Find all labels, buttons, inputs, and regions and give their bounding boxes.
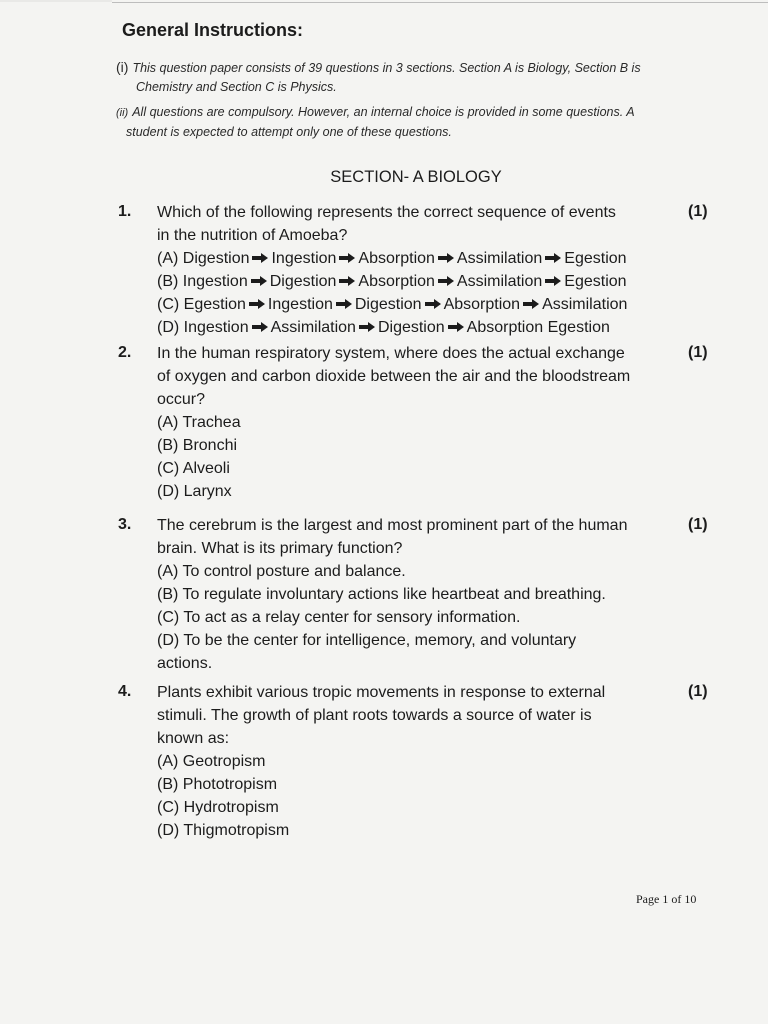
sequence-step: Assimilation: [542, 296, 628, 313]
question-body: [157, 342, 662, 503]
question-number: 4.: [118, 683, 132, 700]
page-top-shadow: [0, 0, 112, 2]
arrow-right-icon: [251, 321, 269, 333]
option-a: [157, 247, 662, 270]
instruction-item-2: [116, 103, 706, 142]
section-heading-text: SECTION- A BIOLOGY: [330, 168, 502, 186]
question-marks: (1): [688, 344, 708, 361]
arrow-right-icon: [358, 321, 376, 333]
instruction-line: student is expected to attempt only one of these questions.: [126, 125, 452, 139]
option-d: (D) Larynx: [157, 483, 232, 500]
sequence-step: Absorption: [358, 250, 435, 267]
option-a: (A) Trachea: [157, 414, 241, 431]
sequence-step: Assimilation: [456, 250, 543, 267]
instruction-line: Chemistry and Section C is Physics.: [136, 80, 337, 94]
arrow-right-icon: [338, 252, 356, 264]
arrow-right-icon: [251, 252, 269, 264]
option-c: (C) Alveoli: [157, 460, 230, 477]
instruction-line: This question paper consists of 39 questions in 3 sections. Section A is Biology, Section B is: [132, 61, 641, 75]
instruction-line: All questions are compulsory. However, an internal choice is provided in some questions. A: [132, 105, 635, 119]
question-text-line: brain. What is its primary function?: [157, 540, 403, 557]
question-marks: (1): [688, 516, 708, 533]
arrow-right-icon: [248, 298, 266, 310]
question-body: [157, 681, 662, 842]
sequence-step: Assimilation: [456, 273, 543, 290]
sequence-step: Egestion: [564, 273, 627, 290]
option-label: (C): [157, 296, 184, 313]
option-b: (B) To regulate involuntary actions like heartbeat and breathing.: [157, 586, 606, 603]
question-text-line: In the human respiratory system, where does the actual exchange: [157, 345, 625, 362]
option-d: [157, 316, 662, 339]
instruction-number: (i): [116, 59, 129, 75]
option-b: (B) Phototropism: [157, 776, 278, 793]
question-body: [157, 514, 662, 675]
arrow-right-icon: [437, 252, 455, 264]
sequence-step: Digestion: [269, 273, 337, 290]
question-text-line: of oxygen and carbon dioxide between the air and the bloodstream: [157, 368, 631, 385]
page-number: Page 1 of 10: [636, 892, 697, 906]
sequence-step: Absorption: [466, 319, 544, 336]
option-a: (A) To control posture and balance.: [157, 563, 406, 580]
general-instructions-title: General Instructions:: [122, 20, 304, 40]
section-heading: [0, 168, 768, 187]
option-c: (C) To act as a relay center for sensory information.: [157, 609, 521, 626]
arrow-right-icon: [544, 252, 562, 264]
option-label: (A): [157, 250, 183, 267]
sequence-step: Ingestion: [183, 319, 249, 336]
arrow-right-icon: [338, 275, 356, 287]
option-d: (D) To be the center for intelligence, memory, and voluntary: [157, 632, 577, 649]
question-marks: (1): [688, 683, 708, 700]
question-marks: (1): [688, 203, 708, 220]
question-number: 2.: [118, 344, 132, 361]
arrow-right-icon: [522, 298, 540, 310]
sequence-step: Egestion: [183, 296, 246, 313]
sequence-step: Egestion: [564, 250, 627, 267]
arrow-right-icon: [250, 275, 268, 287]
sequence-step: Ingestion: [271, 250, 337, 267]
sequence-step: Digestion: [377, 319, 445, 336]
option-b: [157, 270, 662, 293]
arrow-right-icon: [447, 321, 465, 333]
sequence-step: Ingestion: [182, 273, 248, 290]
option-c: [157, 293, 662, 316]
question-text-line: The cerebrum is the largest and most prominent part of the human: [157, 517, 628, 534]
question-text-line: stimuli. The growth of plant roots towards a source of water is: [157, 707, 592, 724]
option-b: (B) Bronchi: [157, 437, 238, 454]
arrow-right-icon: [544, 275, 562, 287]
arrow-right-icon: [335, 298, 353, 310]
option-c: (C) Hydrotropism: [157, 799, 279, 816]
question-number: 1.: [118, 203, 132, 220]
sequence-step: Digestion: [354, 296, 422, 313]
option-a: (A) Geotropism: [157, 753, 266, 770]
sequence-step: Egestion: [543, 319, 610, 336]
sequence-step: Ingestion: [267, 296, 333, 313]
option-d-continuation: actions.: [157, 655, 213, 672]
question-number: 3.: [118, 516, 132, 533]
option-label: (D): [157, 319, 184, 336]
arrow-right-icon: [437, 275, 455, 287]
instruction-item-1: [116, 58, 706, 97]
option-d: (D) Thigmotropism: [157, 822, 290, 839]
page-top-edge: [112, 2, 768, 3]
arrow-right-icon: [424, 298, 442, 310]
sequence-step: Assimilation: [270, 319, 356, 336]
sequence-step: Absorption: [443, 296, 521, 313]
question-body: [157, 201, 662, 339]
question-text-line: Plants exhibit various tropic movements in response to external: [157, 684, 606, 701]
question-text-line: known as:: [157, 730, 230, 747]
question-text-line: Which of the following represents the correct sequence of events: [157, 204, 616, 221]
option-label: (B): [157, 273, 183, 290]
question-text-line: occur?: [157, 391, 206, 408]
sequence-step: Digestion: [182, 250, 250, 267]
question-text-line: in the nutrition of Amoeba?: [157, 227, 348, 244]
instruction-number: (ii): [116, 107, 129, 119]
sequence-step: Absorption: [358, 273, 435, 290]
